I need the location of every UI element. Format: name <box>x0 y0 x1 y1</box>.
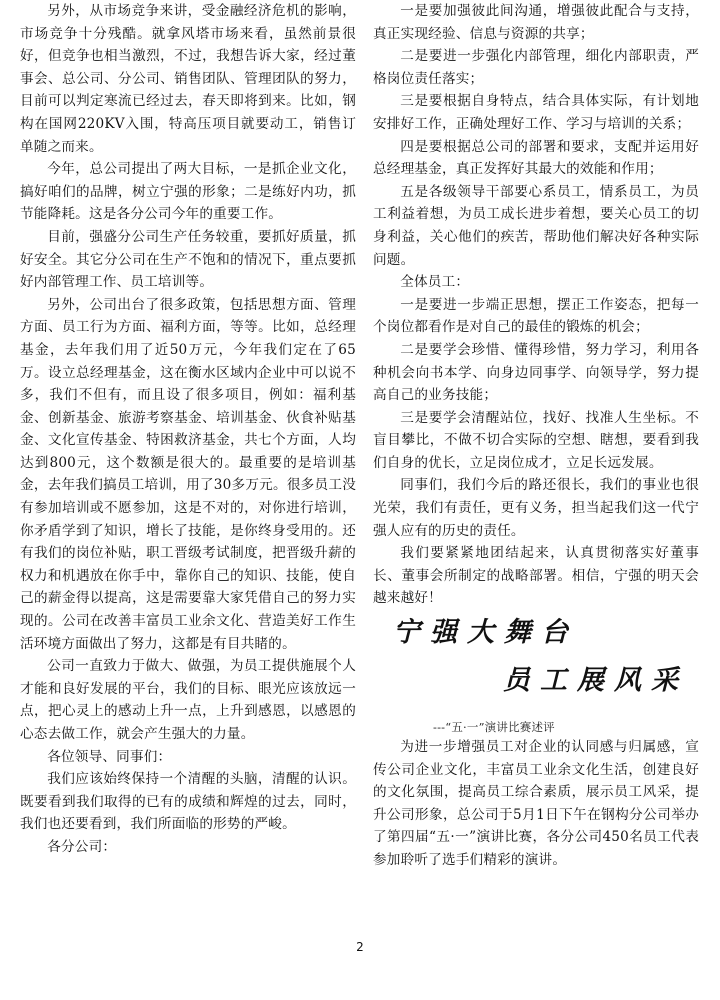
paragraph: 三是要根据自身特点，结合具体实际，有计划地安排好工作，正确处理好工作、学习与培训的关系； <box>373 93 699 132</box>
paragraph: 公司一直致力于做大、做强，为员工提供施展个人才能和良好发展的平台，我们的目标、眼光应该放远一点，把心灵上的感动上升一点，上升到感恩，以感恩的心态去做工作，就会产生强大的力量。 <box>20 658 356 742</box>
feature-title-line-1: 宁强大舞台 <box>393 617 578 649</box>
paragraph: 各分公司： <box>47 838 117 855</box>
paragraph: 一是要进一步端正思想，摆正工作姿态，把每一个岗位都看作是对自己的最佳的锻炼的机会； <box>373 296 699 336</box>
paragraph: 目前，强盛分公司生产任务较重，要抓好质量，抓好安全。其它分公司在生产不饱和的情况下，重点要抓好内部管理工作、员工培训等。 <box>20 228 356 291</box>
paragraph: 四是要根据总公司的部署和要求，支配并运用好总经理基金，真正发挥好其最大的效能和作用； <box>373 138 699 178</box>
paragraph: 各位领导、同事们： <box>47 748 172 765</box>
right-column <box>373 0 699 872</box>
feature-subtitle: ---“五·一”演讲比赛述评 <box>433 720 555 735</box>
feature-title-block <box>373 618 699 736</box>
paragraph: 二是要进一步强化内部管理，细化内部职责，严格岗位责任落实； <box>373 48 699 87</box>
paragraph: 五是各级领导干部要心系员工，情系员工，为员工利益着想，为员工成长进步着想，要关心员工的切身利益，关心他们的疾苦，帮助他们解决好各种实际问题。 <box>373 183 699 268</box>
paragraph: 全体员工： <box>400 274 470 291</box>
paragraph: 我们要紧紧地团结起来，认真贯彻落实好董事长、董事会所制定的战略部署。相信，宁强的明天会越来越好！ <box>373 545 699 607</box>
paragraph: 一是要加强彼此间沟通，增强彼此配合与支持，真正实现经验、信息与资源的共享； <box>373 3 699 42</box>
paragraph: 三是要学会清醒站位，找好、找准人生坐标。不盲目攀比，不做不切合实际的空想、瞎想，要看到我们自身的优长，立足岗位成才，立足长远发展。 <box>373 409 699 471</box>
left-column <box>20 0 356 859</box>
paragraph: 今年，总公司提出了两大目标，一是抓企业文化，搞好咱们的品牌，树立宁强的形象；二是练好内功，抓节能降耗。这是各分公司今年的重要工作。 <box>20 161 356 223</box>
paragraph: 另外，从市场竞争来讲，受金融经济危机的影响，市场竞争十分残酷。就拿风塔市场来看，虽然前景很好，但竞争也相当激烈，不过，我想告诉大家，经过董事会、总公司、分公司、销售团队、管理团队的努力，目前可以判定寒流已经过去，春天即将到来。比如，钢构在国网220KV入围，特高压项目就要动工，销售订单随之而来。 <box>20 3 356 155</box>
feature-title-line-2: 员工展风采 <box>503 665 688 697</box>
paragraph: 二是要学会珍惜、懂得珍惜，努力学习，利用各种机会向书本学、向身边同事学、向领导学，努力提高自己的业务技能； <box>373 341 699 404</box>
paragraph: 我们应该始终保持一个清醒的头脑，清醒的认识。既要看到我们取得的已有的成绩和辉煌的过去，同时，我们也还要看到，我们所面临的形势的严峻。 <box>20 771 356 833</box>
paragraph: 另外，公司出台了很多政策，包括思想方面、管理方面、员工行为方面、福利方面，等等。比如，总经理基金，去年我们用了近50万元，今年我们定在了65万。设立总经理基金，这在衡水区域内企业中可以说不多，我们不但有，而且设了很多项目，例如：福利基金、创新基金、旅游考察基金、培训基金、伙食补贴基金、文化宣传基金、特困救济基金，共七个方面，人均达到800元，这个数额是很大的。最重要的是培训基金，去年我们搞员工培训，用了30多万元。很多员工没有参加培训或不愿参加，这是不对的，对你进行培训，你矛盾学到了知识，增长了技能，是你终身受用的。还有我们的岗位补贴，职工晋级考试制度，把晋级升薪的权力和机遇放在你手中，靠你自己的知识、技能，使自己的薪金得以提高，这是需要靠大家凭借自己的努力实现的。公司在改善丰富员工业余文化、营造美好工作生活环境方面做出了努力，这都是有目共睹的。 <box>20 296 356 652</box>
feature-paragraph: 为进一步增强员工对企业的认同感与归属感，宣传公司企业文化，丰富员工业余文化生活，创建良好的文化氛围，提高员工综合素质，展示员工风采，提升公司形象，总公司于5月1日下午在钢构分公司举办了第四届“五·一”演讲比赛，各分公司450名员工代表参加聆听了选手们精彩的演讲。 <box>373 739 699 868</box>
paragraph: 同事们，我们今后的路还很长，我们的事业也很光荣，我们有责任，更有义务，担当起我们这一代宁强人应有的历史的责任。 <box>373 477 699 539</box>
page-number: 2 <box>356 940 364 954</box>
